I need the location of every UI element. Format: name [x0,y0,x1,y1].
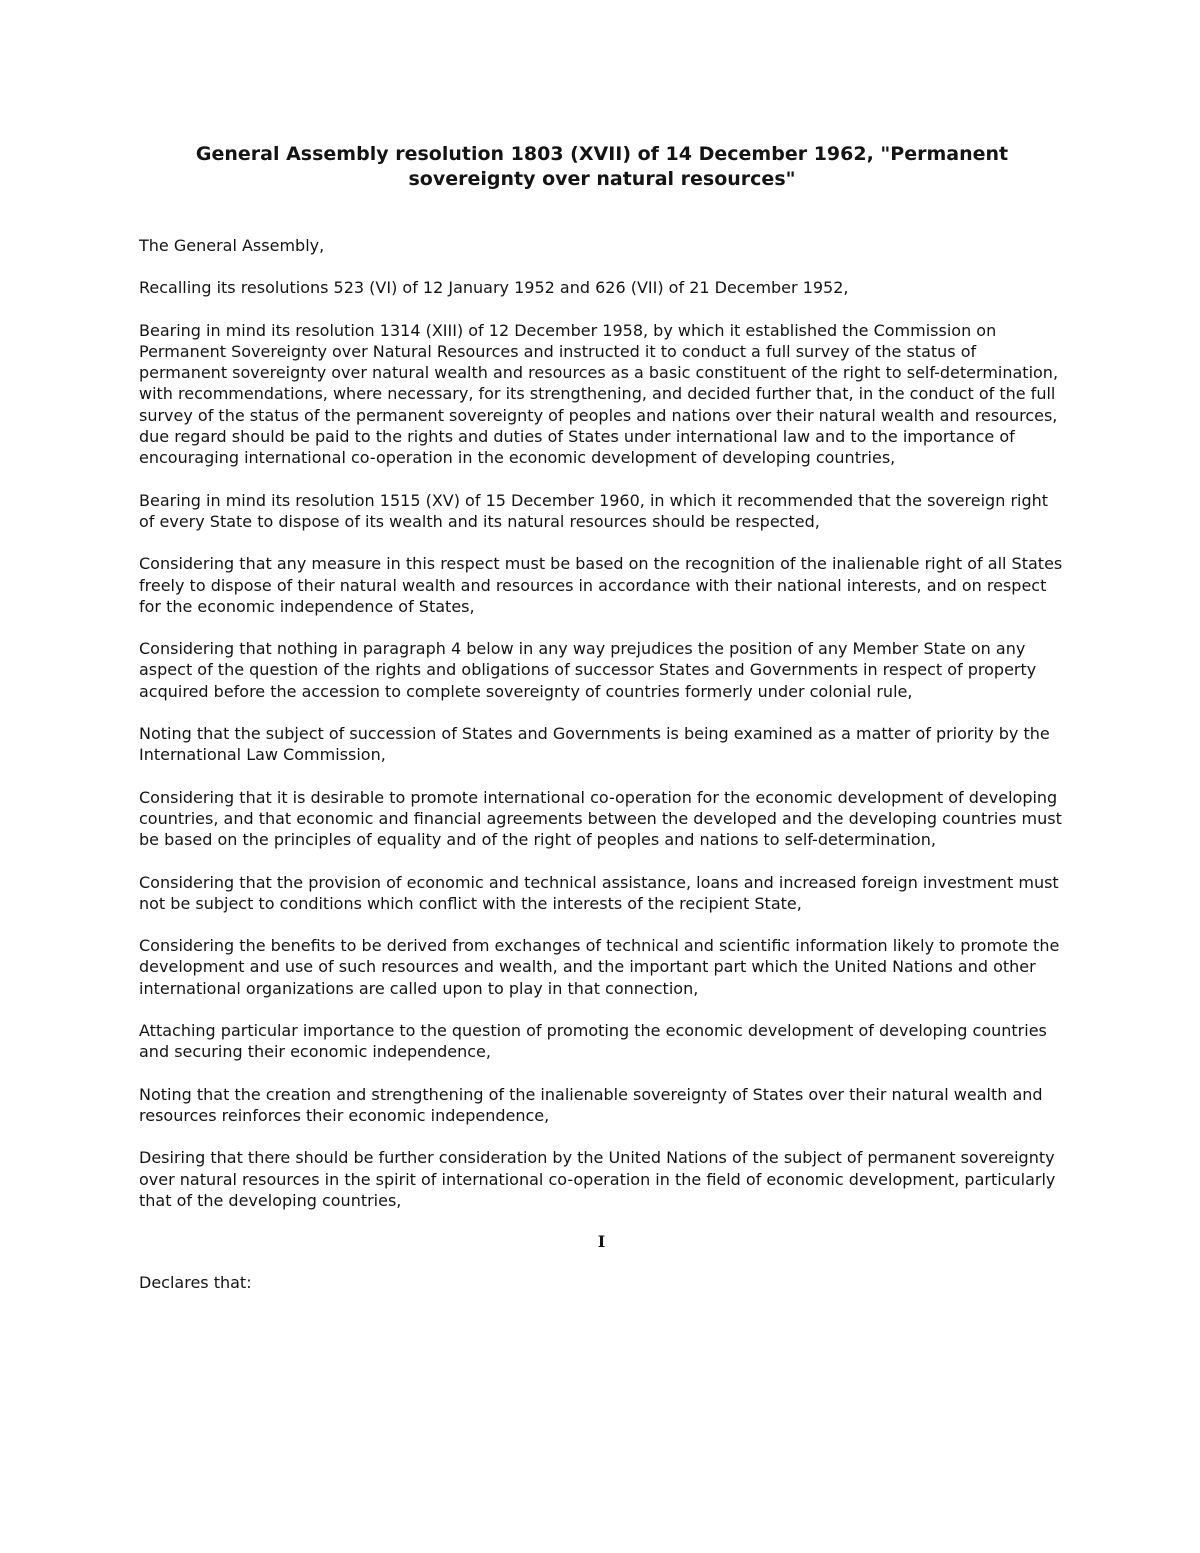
paragraph-considering-cooperation: Considering that it is desirable to promote international co-operation for the economic development of developing countries, and that economic and financial agreements between the developed and the developing countries must be based on the principles of equality and of the right of peoples and nations to self-determination, [139,787,1062,850]
paragraph-preamble-opening: The General Assembly, [139,236,325,255]
paragraph-attaching-importance: Attaching particular importance to the question of promoting the economic development of developing countries and securing their economic independence, [139,1021,1047,1062]
document-body [139,142,1064,1293]
paragraph-considering-measure: Considering that any measure in this respect must be based on the recognition of the inalienable right of all States freely to dispose of their natural wealth and resources in accordance with their national interests, and on respect for the economic independence of States, [139,554,1063,616]
paragraph-noting-succession: Noting that the subject of succession of States and Governments is being examined as a matter of priority by the International Law Commission, [139,724,1050,765]
paragraph-considering-benefits: Considering the benefits to be derived from exchanges of technical and scientific information likely to promote the development and use of such resources and wealth, and the important part which the United Nations and other international organizations are called upon to play in that connection, [139,936,1060,998]
paragraph-bearing-in-mind-1515: Bearing in mind its resolution 1515 (XV) of 15 December 1960, in which it recommended that the sovereign right of every State to dispose of its wealth and its natural resources should be respected, [139,490,1049,531]
paragraph-declares: Declares that: [139,1273,252,1293]
paragraph-considering-paragraph-4: Considering that nothing in paragraph 4 below in any way prejudices the position of any Member State on any aspect of the question of the rights and obligations of successor States and Governments in respect of property acquired before the accession to complete sovereignty of countries formerly under colonial rule, [139,639,1037,701]
paragraph-noting-creation: Noting that the creation and strengthening of the inalienable sovereignty of States over their natural wealth and resources reinforces their economic independence, [139,1084,1043,1125]
paragraph-desiring: Desiring that there should be further consideration by the United Nations of the subject of permanent sovereignty over natural resources in the spirit of international co-operation in the field of economic development, particularly that of the developing countries, [139,1148,1056,1210]
paragraph-considering-assistance: Considering that the provision of economic and technical assistance, loans and increased foreign investment must not be subject to conditions which conflict with the interests of the recipient State, [139,872,1059,913]
paragraph-recalling: Recalling its resolutions 523 (VI) of 12 January 1952 and 626 (VII) of 21 December 1952, [139,278,849,298]
section-numeral: I [597,1232,606,1252]
paragraph-bearing-in-mind-1314: Bearing in mind its resolution 1314 (XIII) of 12 December 1958, by which it established the Commission on Permanent Sovereignty over Natural Resources and instructed it to conduct a full survey of the status of permanent sovereignty over natural wealth and resources as a basic constituent of the right to self-determination, with recommendations, where necessary, for its strengthening, and decided further that, in the conduct of the full survey of the status of the permanent sovereignty of peoples and nations over their natural wealth and resources, due regard should be paid to the rights and duties of States under international law and to the importance of encouraging international co-operation in the economic development of developing countries, [139,320,1059,468]
document-title: General Assembly resolution 1803 (XVII) of 14 December 1962, "Permanent sovereignty over natural resources" [195,143,1009,190]
